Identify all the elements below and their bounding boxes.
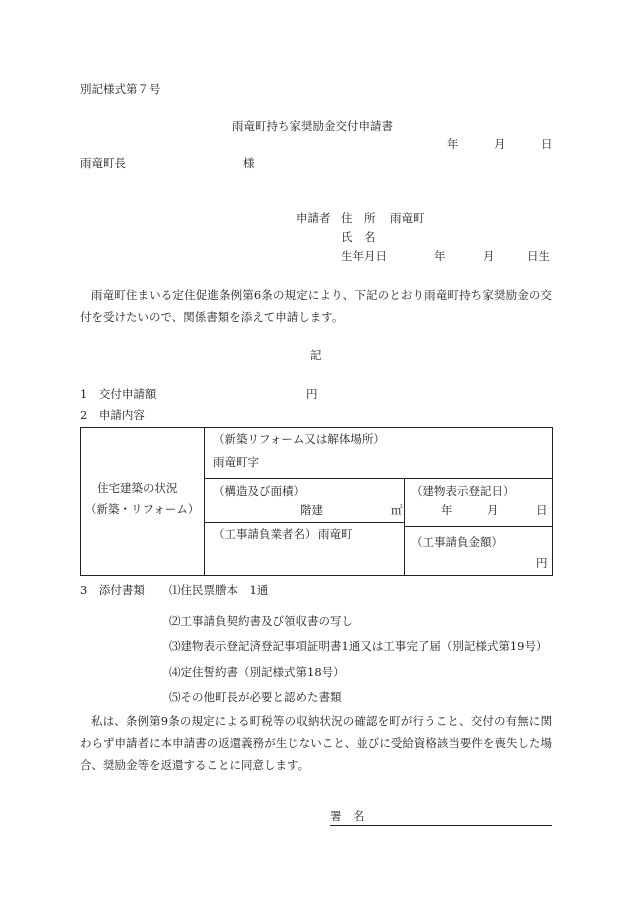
location-value: 雨竜町字 [213,455,259,469]
birth-year-label: 年 [434,249,446,263]
section1-label: 1 交付申請額 [80,387,157,401]
signature-line[interactable] [330,825,552,826]
registry-date-cell[interactable] [405,479,553,576]
attachment-item: ⑴住民票謄本 1通 [169,583,269,597]
intro-paragraph: 雨竜町住まいる定住促進条例第6条の規定により、下記のとおり雨竜町持ち家奨励金の交付を受けたいので、関係書類を添えて申請します。 [80,288,552,324]
location-label: （新築リフォーム又は解体場所） [213,432,385,446]
registry-day-label: 日 [536,503,548,517]
birthdate-label: 生年月日 [341,249,387,263]
contractor-cell[interactable] [205,523,405,576]
building-status-cell [81,428,205,576]
section3-label: 3 添付書類 [80,583,145,597]
address-label: 住 所 [341,211,376,225]
name-label: 氏 名 [341,230,376,244]
floors-unit: 階建 [300,503,323,517]
attachment-item: ⑶建物表示登記済登記事項証明書1通又は工事完了届（別記様式第19号） [169,639,548,653]
section1-unit: 円 [306,387,318,401]
ki-heading: 記 [310,348,322,362]
contractor-value: 雨竜町 [318,527,353,541]
document-title: 雨竜町持ち家奨励金交付申請書 [232,119,393,133]
date-year-label: 年 [447,137,459,151]
applicant-label: 申請者 [296,211,331,225]
signature-label: 署 名 [330,809,365,823]
building-status-line1: 住宅建築の状況 [97,481,178,495]
contract-amount-label: （工事請負金額） [411,535,503,549]
structure-label: （構造及び面積） [213,484,305,498]
date-month-label: 月 [494,137,506,151]
date-day-label: 日 [541,137,553,151]
birth-month-label: 月 [483,249,495,263]
attachment-item: ⑵工事請負契約書及び領収書の写し [169,614,353,628]
contract-amount-unit: 円 [536,556,548,570]
location-cell[interactable] [205,428,553,479]
registry-year-label: 年 [441,503,453,517]
birth-day-label: 日生 [527,249,550,263]
attachment-item: ⑷定住誓約書（別記様式第18号） [169,665,345,679]
section2-label: 2 申請内容 [80,408,145,422]
area-unit: ㎡ [391,503,403,517]
structure-area-cell[interactable] [205,479,405,523]
form-number: 別記様式第７号 [80,82,161,96]
contractor-label: （工事請負業者名） [213,527,317,541]
registry-amount-divider [404,526,553,527]
attachment-item: ⑸その他町長が必要と認めた書類 [169,690,342,704]
addressee-honorific: 様 [243,156,255,170]
registry-date-label: （建物表示登記日） [411,484,515,498]
registry-month-label: 月 [487,503,499,517]
consent-paragraph: 私は、条例第9条の規定による町税等の収納状況の確認を町が行うこと、交付の有無に関わらず申請者に本申請書の返還義務が生じないこと、並びに受給資格該当要件を喪失した場合、奨励金等を返還することに同意します。 [80,714,552,772]
building-status-line2: （新築・リフォーム） [85,502,200,516]
addressee-name: 雨竜町長 [80,156,126,170]
address-value[interactable]: 雨竜町 [390,211,425,225]
application-content-table [80,427,553,576]
